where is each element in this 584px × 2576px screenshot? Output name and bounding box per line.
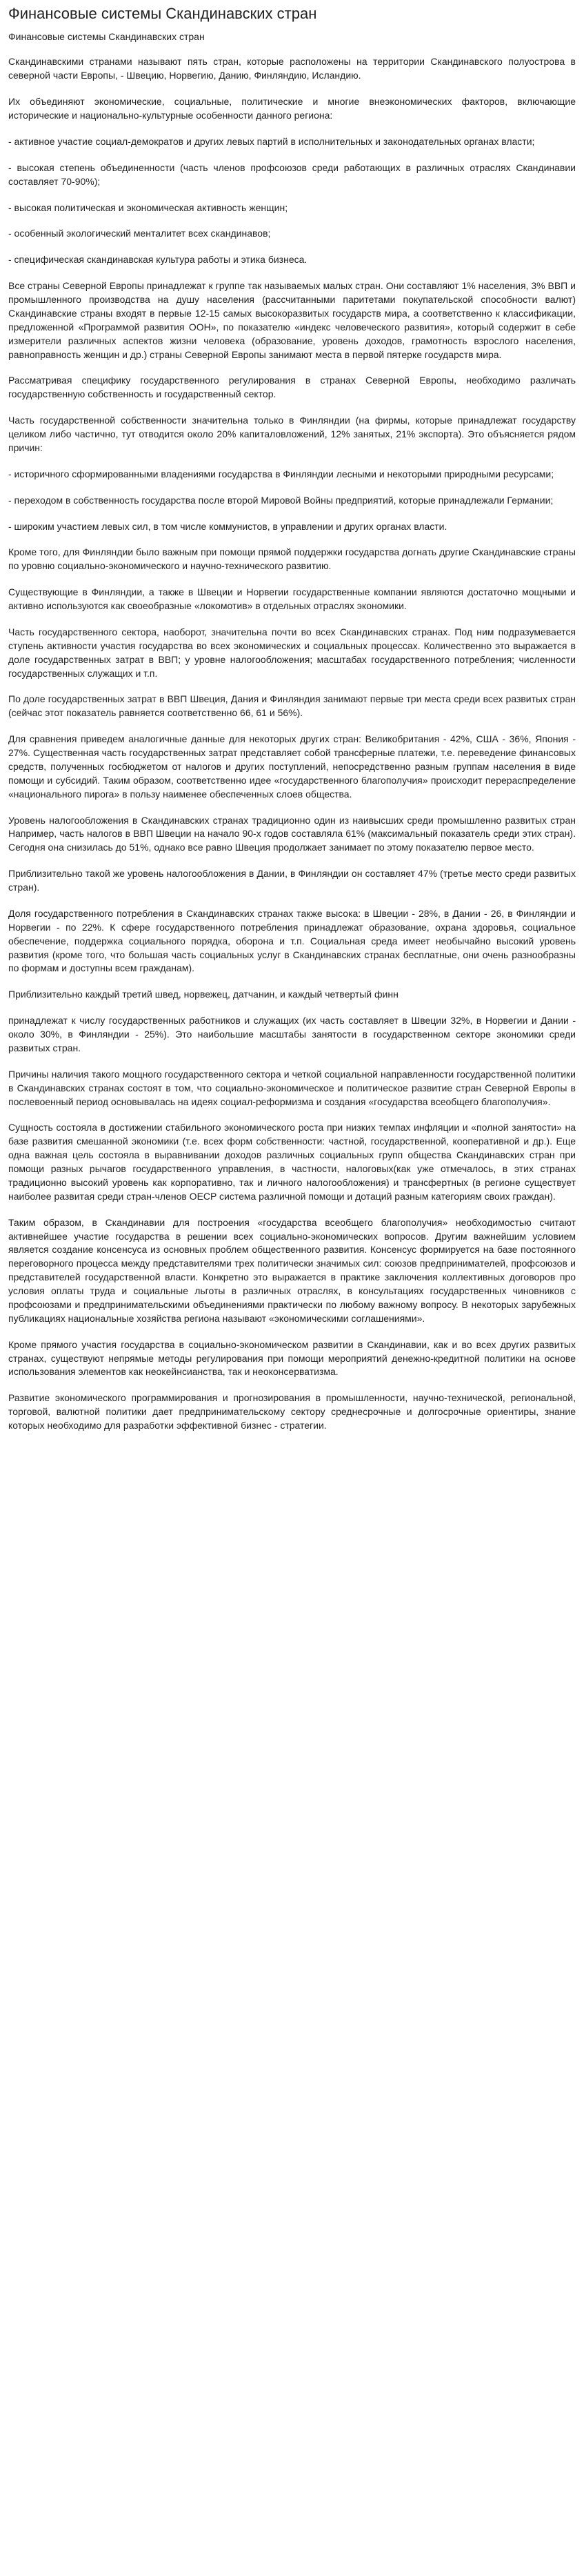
paragraph: Уровень налогообложения в Скандинавских странах традиционно один из наивысших среди промышленно развитых стран Например, часть налогов в ВВП Швеции на начало 90-х годов составляла 61% (максимальный показатель среди этих стран). Сегодня она снизилась до 51%, однако все равно Швеция продолжает занимает по этому показателю первое место.	[8, 814, 576, 853]
list-item: - активное участие социал-демократов и других левых партий в исполнительных и законодательных органах власти;	[8, 135, 535, 147]
paragraph: Кроме прямого участия государства в социально-экономическом развитии в Скандинавии, как и во всех других развитых странах, существуют непрямые методы регулирования при помощи мероприятий денежно-кредитной политики на основе использования элементов как неокейнсианства, так и неоконсерватизма.	[8, 1338, 576, 1378]
list-item: - специфическая скандинавская культура работы и этика бизнеса.	[8, 254, 308, 266]
paragraph: Таким образом, в Скандинавии для построения «государства всеобщего благополучия» необходимостью считают активнейшее участие государства в решении всех социально-экономических вопросов. Другим важнейшим условием является создание консенсуса из основных проблем общественного развития. Консенсус формируется на базе постоянного переговорного процесса между представителями трех политически значимых сил: союзов предпринимателей, профсоюзов и представителей государственной власти. Конкретно это выражается в практике заключения коллективных договоров про условия оплаты труда и социальные льготы в различных отраслях, в консультациях государственных чиновников с профсоюзами и предпринимательскими объединениями практически по любому важному вопросу. В некоторых зарубежных публикациях национальные хозяйства региона называют «экономическими соглашениями».	[8, 1216, 576, 1324]
paragraph: По доле государственных затрат в ВВП Швеция, Дания и Финляндия занимают первые три места среди всех развитых стран (сейчас этот показатель равняется соответственно 66, 61 и 56%).	[8, 693, 576, 719]
paragraph: Часть государственной собственности значительна только в Финляндии (на фирмы, которые принадлежат государству целиком либо частично, тут отводится около 20% капиталовложений, 12% занятых, 21% экспорта). Это объясняется рядом причин:	[8, 415, 576, 453]
paragraph: Развитие экономического программирования и прогнозирования в промышленности, научно-технической, региональной, торговой, валютной политики дает предпринимательскому сектору среднесрочные и долгосрочные ориентиры, знание которых необходимо для разработки эффективной бизнес - стратегии.	[8, 1392, 576, 1431]
paragraph: Рассматривая специфику государственного регулирования в странах Северной Европы, необходимо различать государственную собственность и государственный сектор.	[8, 375, 576, 400]
paragraph: Их объединяют экономические, социальные, политические и многие внеэкономических факторов, включающие исторические и национально-культурные особенности данного региона:	[8, 96, 576, 121]
list-item: - особенный экологический менталитет всех скандинавов;	[8, 228, 271, 239]
paragraph: Скандинавскими странами называют пять стран, которые расположены на территории Скандинавского полуострова в северной части Европы, - Швецию, Норвегию, Данию, Финляндию, Исландию.	[8, 56, 576, 81]
paragraph: Приблизительно такой же уровень налогообложения в Дании, в Финляндии он составляет 47% (третье место среди развитых стран).	[8, 868, 576, 893]
list-item: - широким участием левых сил, в том числе коммунистов, в управлении и других органах власти.	[8, 520, 447, 532]
list-item: - высокая степень объединенности (часть членов профсоюзов среди работающих в различных отраслях Скандинавии составляет 70-90%);	[8, 161, 576, 187]
paragraph: Доля государственного потребления в Скандинавских странах также высока: в Швеции - 28%, в Дании - 26, в Финляндии и Норвегии - по 22%. К сфере государственного потребления принадлежат образование, охрана здоровья, социальное обеспечение, поддержка социального порядка, оборона и т.п. Социальная среда имеет необычайно высокий уровень развития (кроме того, что большая часть социальных услуг в Скандинавских странах бесплатные, они очень разнообразны по формам и доступны всем гражданам).	[8, 907, 576, 974]
paragraph: Часть государственного сектора, наоборот, значительна почти во всех Скандинавских странах. Под ним подразумевается ступень активности участия государства во всех экономических и социальных процессах. Количественно это выражается в доле государственных затрат в ВВП; у уровне налогообложения; масштабах государственного потребления; численности государственных служащих и т.п.	[8, 626, 576, 679]
article-body	[8, 55, 576, 1433]
list-item: - высокая политическая и экономическая активность женщин;	[8, 201, 288, 213]
paragraph: Существующие в Финляндии, а также в Швеции и Норвегии государственные компании являются достаточно мощными и активно используются как своеобразные «локомотив» в отдельных отраслях экономики.	[8, 586, 576, 612]
list-item: - переходом в собственность государства после второй Мировой Войны предприятий, которые принадлежали Германии;	[8, 494, 554, 506]
paragraph: Кроме того, для Финляндии было важным при помощи прямой поддержки государства догнать другие Скандинавские страны по уровню социально-экономического и научно-технического развитию.	[8, 546, 576, 572]
paragraph: Все страны Северной Европы принадлежат к группе так называемых малых стран. Они составляют 1% населения, 3% ВВП и промышленного производства на душу населения (рассчитанными паритетами покупательской способности валют) Скандинавские страны входят в первые 12-15 самых высокоразвитых государств мира, а соответственно к классификации, предложенной «Программой развития ООН», по показателю «индекс человеческого развития», который содержит в себе измерители различных аспектов жизни человека (образование, уровень доходов, грамотность взрослого населения, равноправность женщин и др.) страны Северной Европы занимают места в первой пятерке государств мира.	[8, 280, 576, 360]
paragraph: Сущность состояла в достижении стабильного экономического роста при низких темпах инфляции и «полной занятости» на базе развития смешанной экономики (т.е. всех форм собственности: частной, государственной, кооперативной и др.). Еще одна важная цель состояла в выравнивании доходов различных социальных групп общества Скандинавских стран при помощи разных рычагов государственного управления, в частности, налоговых(как уже отмечалось, в этих странах традиционно высокий уровень как корпоративно, так и личного налогообложения) и трансфертных (в регионе существует наиболее развитая среди стран-членов OECP система различной помощи и дотаций разным категориям своих граждан).	[8, 1122, 576, 1202]
paragraph: Причины наличия такого мощного государственного сектора и четкой социальной направленности государственной политики в Скандинавских странах состоят в том, что социально-экономическое и политическое развитие стран Северной Европы в послевоенный период основывалась на идеях социал-реформизма и создания «государства всеобщего благополучия».	[8, 1068, 576, 1107]
article-subtitle: Финансовые системы Скандинавских стран	[8, 30, 205, 42]
paragraph: Для сравнения приведем аналогичные данные для некоторых других стран: Великобритания - 42%, США - 36%, Япония - 27%. Существенная часть государственных затрат представляет собой трансферные платежи, т.е. переведение финансовых средств, полученных госбюджетом от налогов и других поступлений, непосредственно разным группам населения в виде помощи и субсидий. Таким образом, соответственно идее «государственного благополучия» происходит перераспределение «национального пирога» в пользу наименее обеспеченных слоев общества.	[8, 733, 576, 800]
paragraph: Приблизительно каждый третий швед, норвежец, датчанин, и каждый четвертый финн	[8, 989, 399, 1000]
page-title: Финансовые системы Скандинавских стран	[8, 5, 317, 22]
paragraph: принадлежат к числу государственных работников и служащих (их часть составляет в Швеции 32%, в Норвегии и Дании - около 30%, в Финляндии - 25%). Это наибольшие масштабы занятости в государственном секторе экономики среди развитых стран.	[8, 1015, 576, 1053]
list-item: - историчного сформированными владениями государства в Финляндии лесными и некоторыми природными ресурсами;	[8, 468, 554, 479]
